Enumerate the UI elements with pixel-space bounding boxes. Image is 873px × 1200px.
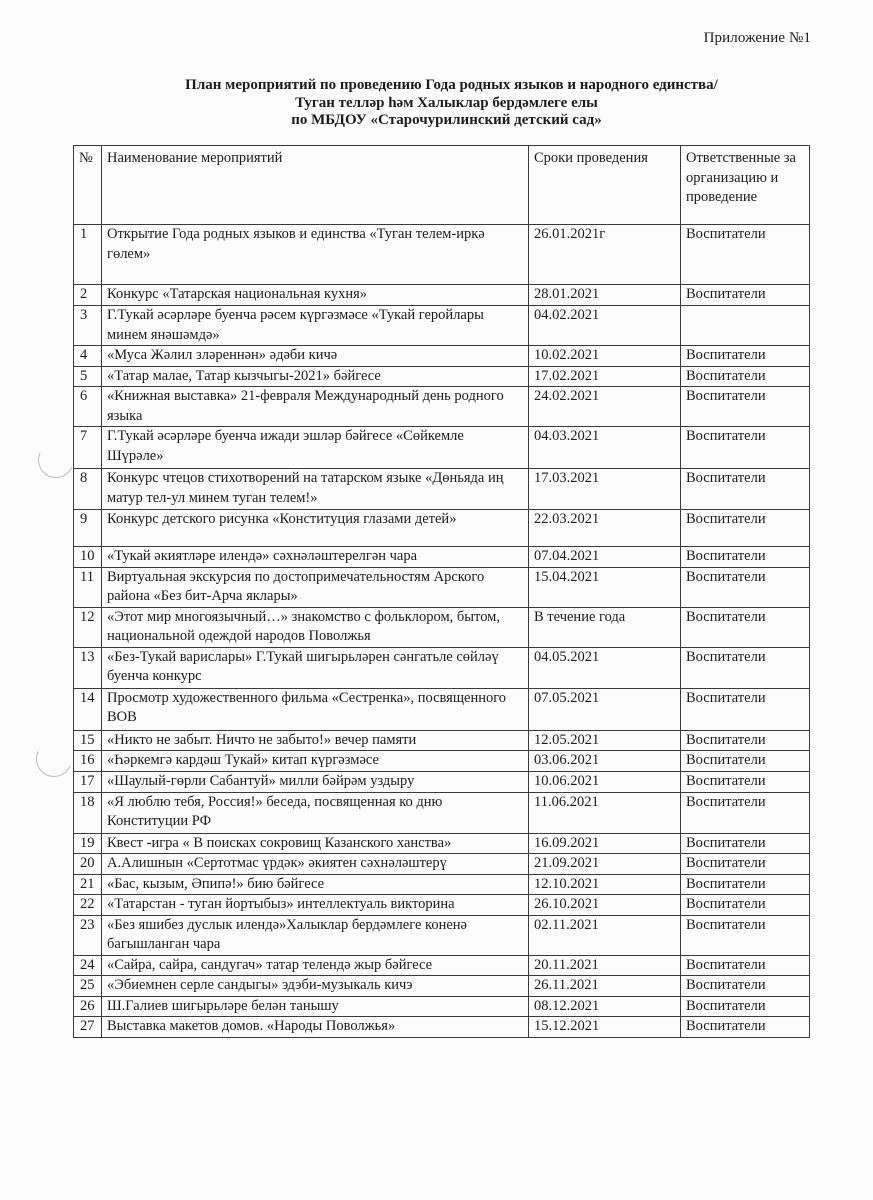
event-date: 20.11.2021: [529, 955, 681, 976]
event-date: 07.05.2021: [529, 688, 681, 730]
event-responsible: Воспитатели: [681, 366, 810, 387]
event-name: «Шаулый-гөрли Сабантуй» милли бәйрәм уздыру: [102, 771, 529, 792]
event-name: «Татарстан - туган йортыбыз» интеллектуаль викторина: [102, 895, 529, 916]
event-date: 28.01.2021: [529, 285, 681, 306]
event-date: 17.02.2021: [529, 366, 681, 387]
row-number: 10: [74, 547, 102, 568]
appendix-label: Приложение №1: [703, 30, 811, 46]
row-number: 1: [74, 225, 102, 285]
row-number: 11: [74, 567, 102, 607]
row-number: 27: [74, 1017, 102, 1038]
row-number: 6: [74, 387, 102, 427]
event-name: «Никто не забыт. Ничто не забыто!» вечер памяти: [102, 730, 529, 751]
table-row: [74, 854, 810, 875]
event-date: 04.03.2021: [529, 427, 681, 469]
event-responsible: Воспитатели: [681, 647, 810, 688]
row-number: 16: [74, 751, 102, 772]
document-title: [0, 77, 873, 130]
event-name: Просмотр художественного фильма «Сестренка», посвященного ВОВ: [102, 688, 529, 730]
event-responsible: Воспитатели: [681, 854, 810, 875]
event-name: «Без яшибез дуслык илендә»Халыклар бердәмлеге коненә багышланган чара: [102, 915, 529, 955]
event-name: «Эбиемнен серле сандыгы» эдэби-музыкаль кичэ: [102, 976, 529, 997]
event-responsible: Воспитатели: [681, 955, 810, 976]
event-responsible: Воспитатели: [681, 1017, 810, 1038]
event-name: Виртуальная экскурсия по достопримечательностям Арского района «Без бит-Арча яклары»: [102, 567, 529, 607]
row-number: 22: [74, 895, 102, 916]
row-number: 20: [74, 854, 102, 875]
event-name: Ш.Галиев шигырьләре белән танышу: [102, 996, 529, 1017]
event-name: «Без-Тукай варислары» Г.Тукай шигырьләрен сәнгатьле сөйләү буенча конкурс: [102, 647, 529, 688]
title-line-3: по МБДОУ «Старочурилинский детский сад»: [291, 112, 602, 128]
table-row: [74, 996, 810, 1017]
row-number: 19: [74, 833, 102, 854]
event-name: Г.Тукай әсәрләре буенча ижади эшләр бәйгесе «Сөйкемле Шүрәле»: [102, 427, 529, 469]
event-responsible: Воспитатели: [681, 285, 810, 306]
event-date: 04.05.2021: [529, 647, 681, 688]
event-date: 02.11.2021: [529, 915, 681, 955]
event-name: Открытие Года родных языков и единства «Туган телем-иркә гөлем»: [102, 225, 529, 285]
event-date: 26.11.2021: [529, 976, 681, 997]
row-number: 3: [74, 306, 102, 346]
event-name: «Татар малае, Татар кызчыгы-2021» бәйгесе: [102, 366, 529, 387]
event-date: 10.06.2021: [529, 771, 681, 792]
events-plan-table: [73, 145, 810, 1038]
event-responsible: Воспитатели: [681, 469, 810, 510]
table-row: [74, 895, 810, 916]
row-number: 18: [74, 792, 102, 833]
table-row: [74, 427, 810, 469]
table-row: [74, 607, 810, 647]
row-number: 14: [74, 688, 102, 730]
table-row: [74, 469, 810, 510]
event-name: Конкурс чтецов стихотворений на татарском языке «Дөньяда иң матур тел-ул минем туган телем!»: [102, 469, 529, 510]
event-responsible: Воспитатели: [681, 874, 810, 895]
row-number: 15: [74, 730, 102, 751]
table-row: [74, 955, 810, 976]
title-line-2: Туган телләр һәм Халыклар бердәмлеге елы: [295, 94, 598, 111]
event-responsible: Воспитатели: [681, 607, 810, 647]
event-responsible: Воспитатели: [681, 387, 810, 427]
column-header-date: Сроки проведения: [529, 146, 681, 225]
event-responsible: Воспитатели: [681, 510, 810, 547]
event-date: 15.04.2021: [529, 567, 681, 607]
table-row: [74, 225, 810, 285]
event-date: 11.06.2021: [529, 792, 681, 833]
row-number: 17: [74, 771, 102, 792]
event-name: «Муса Жәлил зләреннән» әдәби кичә: [102, 346, 529, 367]
event-name: Квест -игра « В поисках сокровищ Казанского ханства»: [102, 833, 529, 854]
event-date: 12.10.2021: [529, 874, 681, 895]
table-row: [74, 547, 810, 568]
event-date: 17.03.2021: [529, 469, 681, 510]
event-responsible: Воспитатели: [681, 751, 810, 772]
event-date: 07.04.2021: [529, 547, 681, 568]
table-row: [74, 915, 810, 955]
table-row: [74, 976, 810, 997]
table-row: [74, 1017, 810, 1038]
table-row: [74, 771, 810, 792]
table-row: [74, 285, 810, 306]
event-responsible: Воспитатели: [681, 547, 810, 568]
event-responsible: Воспитатели: [681, 996, 810, 1017]
event-date: 08.12.2021: [529, 996, 681, 1017]
row-number: 13: [74, 647, 102, 688]
event-date: 16.09.2021: [529, 833, 681, 854]
event-date: 26.10.2021: [529, 895, 681, 916]
table-row: [74, 833, 810, 854]
row-number: 8: [74, 469, 102, 510]
event-name: «Сайра, сайра, сандугач» татар телендә жыр бәйгесе: [102, 955, 529, 976]
event-name: «Я люблю тебя, Россия!» беседа, посвященная ко дню Конституции РФ: [102, 792, 529, 833]
row-number: 24: [74, 955, 102, 976]
column-header-num: №: [74, 146, 102, 225]
event-responsible: Воспитатели: [681, 567, 810, 607]
row-number: 21: [74, 874, 102, 895]
event-name: «Һәркемгә кардәш Тукай» китап күргәзмәсе: [102, 751, 529, 772]
event-responsible: Воспитатели: [681, 771, 810, 792]
event-name: «Этот мир многоязычный…» знакомство с фольклором, бытом, национальной одеждой народов Поволжья: [102, 607, 529, 647]
column-header-responsible: Ответственные за организацию и проведение: [681, 146, 810, 225]
event-name: Г.Тукай әсәрләре буенча рәсем күргәзмәсе «Тукай геройлары минем янәшәмдә»: [102, 306, 529, 346]
table-row: [74, 346, 810, 367]
table-row: [74, 366, 810, 387]
table-row: [74, 510, 810, 547]
event-date: 04.02.2021: [529, 306, 681, 346]
event-responsible: Воспитатели: [681, 225, 810, 285]
table-row: [74, 567, 810, 607]
row-number: 5: [74, 366, 102, 387]
event-name: Конкурс детского рисунка «Конституция глазами детей»: [102, 510, 529, 547]
event-responsible: [681, 306, 810, 346]
table-row: [74, 751, 810, 772]
event-responsible: Воспитатели: [681, 792, 810, 833]
row-number: 4: [74, 346, 102, 367]
row-number: 2: [74, 285, 102, 306]
event-name: «Бас, кызым, Әпипә!» бию бәйгесе: [102, 874, 529, 895]
table-row: [74, 306, 810, 346]
table-row: [74, 688, 810, 730]
event-date: 15.12.2021: [529, 1017, 681, 1038]
table-header-row: [74, 146, 810, 225]
event-responsible: Воспитатели: [681, 688, 810, 730]
event-date: 10.02.2021: [529, 346, 681, 367]
event-responsible: Воспитатели: [681, 730, 810, 751]
table-row: [74, 874, 810, 895]
table-row: [74, 730, 810, 751]
row-number: 25: [74, 976, 102, 997]
event-date: 22.03.2021: [529, 510, 681, 547]
event-responsible: Воспитатели: [681, 915, 810, 955]
event-responsible: Воспитатели: [681, 346, 810, 367]
row-number: 12: [74, 607, 102, 647]
event-responsible: Воспитатели: [681, 427, 810, 469]
row-number: 23: [74, 915, 102, 955]
event-date: 26.01.2021г: [529, 225, 681, 285]
event-name: «Тукай әкиятләре илендә» сәхнәләштерелгән чара: [102, 547, 529, 568]
event-date: 03.06.2021: [529, 751, 681, 772]
row-number: 26: [74, 996, 102, 1017]
event-date: 24.02.2021: [529, 387, 681, 427]
table-row: [74, 387, 810, 427]
table-row: [74, 647, 810, 688]
event-responsible: Воспитатели: [681, 976, 810, 997]
event-name: А.Алишнын «Сертотмас үрдәк» әкиятен сәхнәләштерү: [102, 854, 529, 875]
row-number: 7: [74, 427, 102, 469]
event-name: «Книжная выставка» 21-февраля Международный день родного языка: [102, 387, 529, 427]
event-name: Конкурс «Татарская национальная кухня»: [102, 285, 529, 306]
table-row: [74, 792, 810, 833]
column-header-name: Наименование мероприятий: [102, 146, 529, 225]
event-responsible: Воспитатели: [681, 895, 810, 916]
event-date: 21.09.2021: [529, 854, 681, 875]
event-name: Выставка макетов домов. «Народы Поволжья»: [102, 1017, 529, 1038]
event-date: 12.05.2021: [529, 730, 681, 751]
title-line-1: План мероприятий по проведению Года родных языков и народного единства/: [185, 77, 718, 93]
event-date: В течение года: [529, 607, 681, 647]
row-number: 9: [74, 510, 102, 547]
punch-hole-mark: [31, 736, 77, 782]
event-responsible: Воспитатели: [681, 833, 810, 854]
